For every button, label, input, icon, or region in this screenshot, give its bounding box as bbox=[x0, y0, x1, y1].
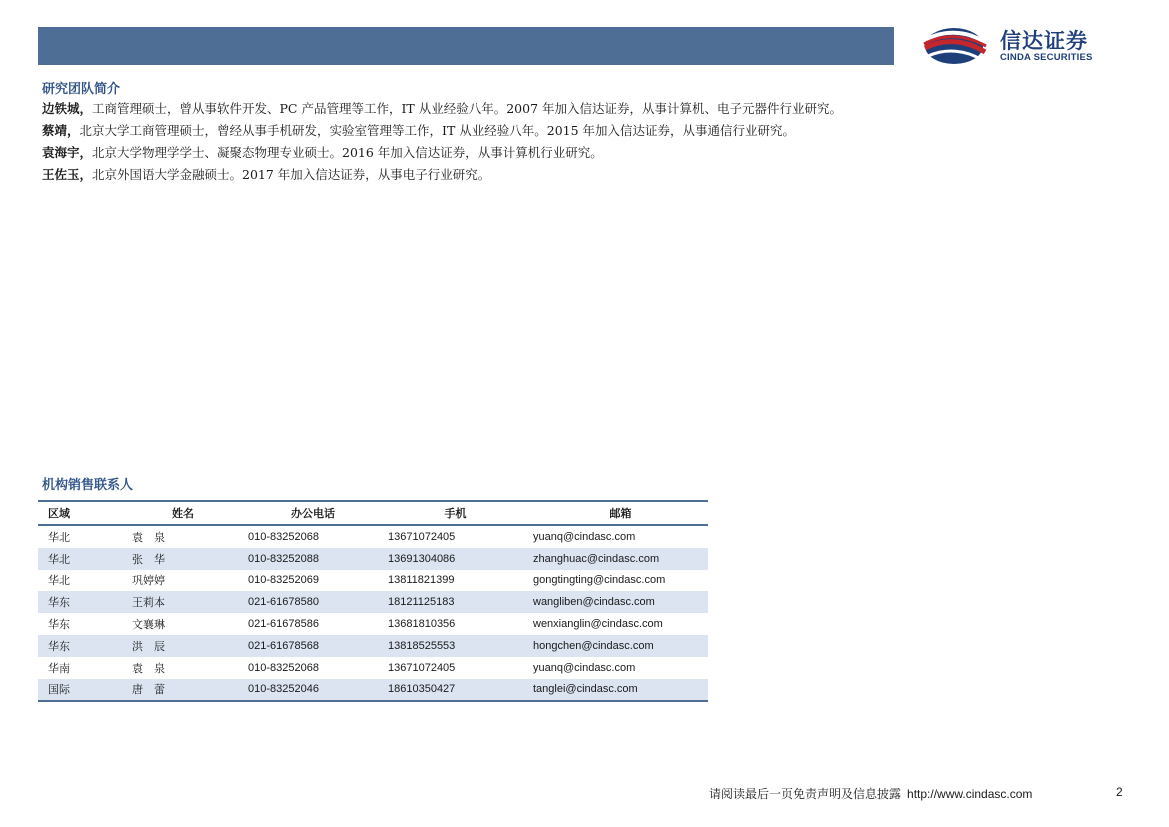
header-mobile: 手机 bbox=[378, 501, 523, 525]
cell-region: 华东 bbox=[48, 618, 70, 632]
cell-region: 华北 bbox=[48, 530, 70, 544]
cell-name: 袁 泉 bbox=[132, 530, 165, 544]
company-logo bbox=[922, 22, 1122, 70]
header-office-phone: 办公电话 bbox=[238, 501, 378, 525]
cell-office-phone: 010-83252069 bbox=[248, 574, 319, 587]
cell-mobile: 13671072405 bbox=[388, 661, 456, 674]
cell-name: 巩婷婷 bbox=[132, 574, 165, 588]
cell-region: 华南 bbox=[48, 661, 70, 675]
member-name: 袁海宇， bbox=[42, 145, 93, 160]
cell-region: 华东 bbox=[38, 591, 118, 613]
cell-office-phone: 010-83252068 bbox=[248, 530, 319, 543]
team-member bbox=[42, 164, 1042, 186]
cell-email[interactable]: wangliben@cindasc.com bbox=[523, 591, 708, 613]
team-member bbox=[42, 142, 1042, 164]
footer-disclaimer: 请阅读最后一页免责声明及信息披露 bbox=[709, 787, 902, 801]
header-email: 邮箱 bbox=[523, 501, 708, 525]
footer-url-link[interactable]: http://www.cindasc.com bbox=[907, 787, 1033, 801]
table-row bbox=[38, 679, 708, 702]
sales-contacts-table bbox=[38, 500, 708, 702]
member-name: 王佐玉， bbox=[42, 167, 93, 182]
cell-office-phone: 010-83252046 bbox=[238, 679, 378, 702]
cell-region: 华北 bbox=[38, 548, 118, 570]
member-name: 边铁城， bbox=[42, 101, 93, 116]
member-name: 蔡靖， bbox=[42, 123, 80, 138]
cell-name: 张 华 bbox=[118, 548, 238, 570]
header-bar bbox=[38, 27, 894, 65]
cell-email[interactable]: yuanq@cindasc.com bbox=[533, 661, 636, 674]
table-row bbox=[38, 613, 708, 635]
cell-email[interactable]: hongchen@cindasc.com bbox=[523, 635, 708, 657]
cell-mobile: 18121125183 bbox=[378, 591, 523, 613]
table-header-row bbox=[38, 501, 708, 525]
member-bio: 工商管理硕士，曾从事软件开发、PC 产品管理等工作，IT 从业经验八年。2007 年加入信达证券，从事计算机、电子元器件行业研究。 bbox=[92, 101, 842, 116]
cell-mobile: 13818525553 bbox=[378, 635, 523, 657]
member-bio: 北京外国语大学金融硕士。2017 年加入信达证券，从事电子行业研究。 bbox=[92, 167, 491, 182]
page-number: 2 bbox=[1116, 785, 1123, 799]
cell-mobile: 18610350427 bbox=[378, 679, 523, 702]
cell-name: 唐 蕾 bbox=[118, 679, 238, 702]
cell-mobile: 13691304086 bbox=[378, 548, 523, 570]
cell-mobile: 13671072405 bbox=[388, 530, 456, 543]
table-row bbox=[38, 591, 708, 613]
logo-name-en: CINDA SECURITIES bbox=[1000, 52, 1093, 63]
cell-office-phone: 010-83252068 bbox=[248, 661, 319, 674]
cell-email[interactable]: zhanghuac@cindasc.com bbox=[523, 548, 708, 570]
cell-mobile: 13811821399 bbox=[388, 574, 455, 587]
header-region: 区域 bbox=[38, 501, 118, 525]
table-row bbox=[38, 570, 708, 592]
member-bio: 北京大学物理学学士、凝聚态物理专业硕士。2016 年加入信达证券，从事计算机行业研究。 bbox=[92, 145, 603, 160]
team-list bbox=[42, 98, 1042, 186]
cell-region: 华东 bbox=[38, 635, 118, 657]
cell-office-phone: 021-61678568 bbox=[238, 635, 378, 657]
cell-mobile: 13681810356 bbox=[388, 618, 456, 631]
cell-name: 洪 辰 bbox=[118, 635, 238, 657]
cell-name: 王莉本 bbox=[118, 591, 238, 613]
cell-email[interactable]: tanglei@cindasc.com bbox=[523, 679, 708, 702]
team-member bbox=[42, 120, 1042, 142]
cell-office-phone: 021-61678586 bbox=[248, 618, 319, 631]
logo-name-cn: 信达证券 bbox=[1000, 29, 1088, 53]
header-name: 姓名 bbox=[118, 501, 238, 525]
logo-globe-icon bbox=[922, 22, 988, 68]
cell-email[interactable]: gongtingting@cindasc.com bbox=[533, 574, 666, 587]
member-bio: 北京大学工商管理硕士，曾经从事手机研发，实验室管理等工作，IT 从业经验八年。2015 年加入信达证券，从事通信行业研究。 bbox=[79, 123, 796, 138]
cell-office-phone: 010-83252088 bbox=[238, 548, 378, 570]
cell-region: 华北 bbox=[48, 574, 70, 588]
team-section-title: 研究团队简介 bbox=[42, 82, 121, 97]
sales-section-title: 机构销售联系人 bbox=[42, 478, 134, 493]
footer bbox=[709, 785, 1032, 802]
cell-name: 袁 泉 bbox=[132, 661, 165, 675]
cell-email[interactable]: yuanq@cindasc.com bbox=[533, 530, 636, 543]
table-row bbox=[38, 548, 708, 570]
cell-email[interactable]: wenxianglin@cindasc.com bbox=[533, 618, 663, 631]
table-row bbox=[38, 657, 708, 679]
table-row bbox=[38, 525, 708, 548]
cell-name: 文襄琳 bbox=[132, 618, 165, 632]
team-member bbox=[42, 98, 1042, 120]
cell-office-phone: 021-61678580 bbox=[238, 591, 378, 613]
table-row bbox=[38, 635, 708, 657]
cell-region: 国际 bbox=[38, 679, 118, 702]
